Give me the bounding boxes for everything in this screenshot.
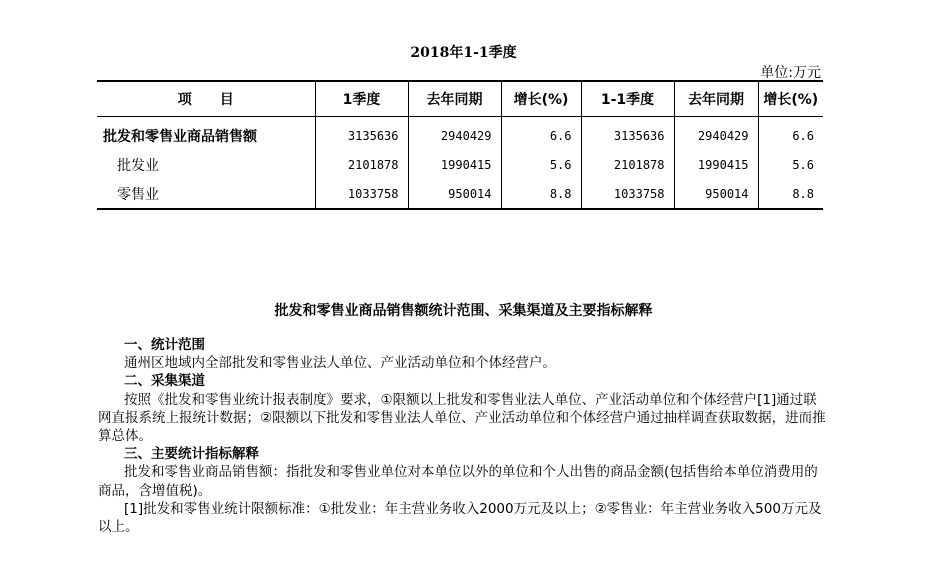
report-title: 2018年1-1季度 bbox=[410, 45, 517, 61]
header-item: 项 目 bbox=[97, 81, 315, 117]
table-header-row bbox=[97, 81, 823, 117]
cell-value: 3135636 bbox=[581, 117, 674, 151]
section-heading: 二、采集渠道 bbox=[124, 373, 205, 390]
row-label: 批发业 bbox=[117, 157, 159, 174]
section-heading: 一、统计范围 bbox=[124, 337, 205, 353]
cell-value: 1990415 bbox=[674, 150, 758, 179]
cell-value: 1033758 bbox=[581, 179, 674, 209]
section-heading: 三、主要统计指标解释 bbox=[124, 446, 259, 463]
cell-value: 3135636 bbox=[315, 117, 408, 151]
cell-value: 5.6 bbox=[758, 150, 823, 179]
cell-value: 5.6 bbox=[501, 150, 581, 179]
notes-body bbox=[98, 336, 826, 536]
header-quarter: 1季度 bbox=[315, 81, 408, 117]
footnote-text: [1]批发和零售业统计限额标准：①批发业：年主营业务收入2000万元及以上；②零售业：年主营业务收入500万元及以上。 bbox=[98, 500, 822, 536]
cell-value: 1990415 bbox=[408, 150, 501, 179]
cell-value: 2940429 bbox=[408, 117, 501, 151]
cell-value: 950014 bbox=[674, 179, 758, 209]
cell-value: 8.8 bbox=[758, 179, 823, 209]
row-label: 批发和零售业商品销售额 bbox=[103, 128, 257, 145]
section-text: 批发和零售业商品销售额：指批发和零售业单位对本单位以外的单位和个人出售的商品金额(包括售给本单位消费用的商品，含增值税)。 bbox=[98, 464, 818, 499]
header-cumulative: 1-1季度 bbox=[581, 81, 674, 117]
cell-value: 8.8 bbox=[501, 179, 581, 209]
table-row bbox=[97, 150, 823, 179]
row-label: 零售业 bbox=[117, 186, 159, 203]
header-growth: 增长(%) bbox=[501, 81, 581, 117]
section-text: 按照《批发和零售业统计报表制度》要求，①限额以上批发和零售业法人单位、产业活动单位和个体经营户[1]通过联网直报系统上报统计数据；②限额以下批发和零售业法人单位、产业活动单位和个体经营户通过抽样调查获取数据，进而推算总体。 bbox=[98, 391, 826, 445]
table-row bbox=[97, 179, 823, 209]
section-text: 通州区地域内全部批发和零售业法人单位、产业活动单位和个体经营户。 bbox=[124, 355, 556, 372]
cell-value: 6.6 bbox=[501, 117, 581, 151]
cell-value: 1033758 bbox=[315, 179, 408, 209]
notes-title: 批发和零售业商品销售额统计范围、采集渠道及主要指标解释 bbox=[274, 303, 653, 319]
header-last-year: 去年同期 bbox=[408, 81, 501, 117]
header-cumulative-growth: 增长(%) bbox=[758, 81, 823, 117]
table-row bbox=[97, 117, 823, 151]
cell-value: 6.6 bbox=[758, 117, 823, 151]
header-cumulative-last-year: 去年同期 bbox=[674, 81, 758, 117]
cell-value: 950014 bbox=[408, 179, 501, 209]
cell-value: 2101878 bbox=[581, 150, 674, 179]
sales-table bbox=[97, 80, 823, 210]
cell-value: 2101878 bbox=[315, 150, 408, 179]
cell-value: 2940429 bbox=[674, 117, 758, 151]
unit-label: 单位:万元 bbox=[760, 65, 821, 81]
